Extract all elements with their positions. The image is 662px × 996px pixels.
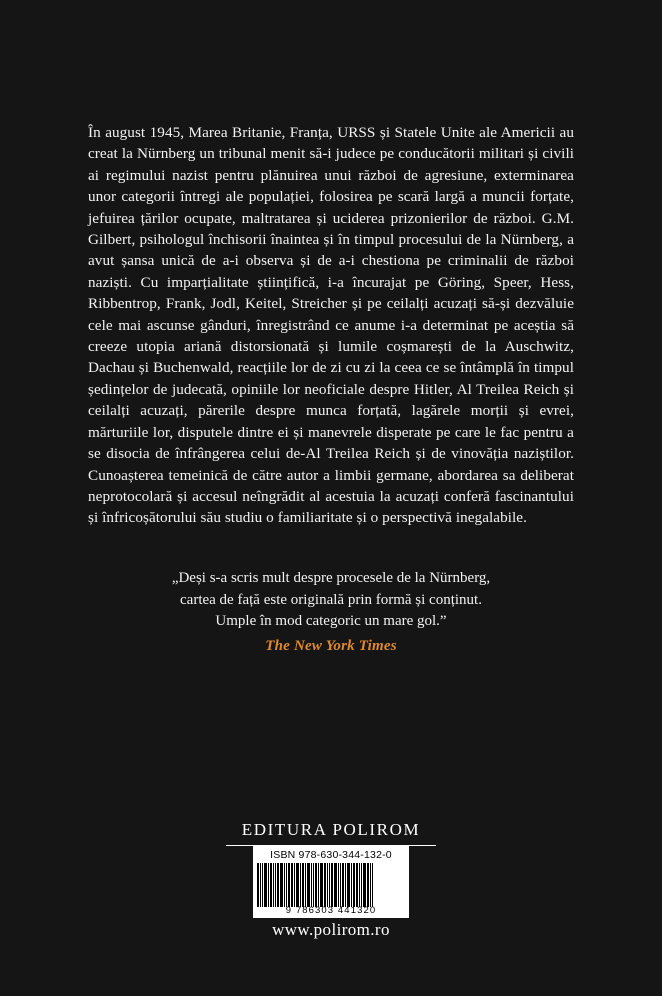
barcode-digits: 9 786303 441320 — [285, 905, 377, 916]
publisher-website[interactable]: www.polirom.ro — [272, 920, 390, 939]
isbn-barcode-block — [253, 845, 409, 918]
review-quote — [88, 568, 574, 655]
isbn-text: ISBN 978-630-344-132-0 — [270, 849, 392, 861]
quote-line-1: „Deși s-a scris mult despre procesele de la Nürnberg, — [171, 570, 491, 586]
quote-line-3: Umple în mod categoric un mare gol.” — [215, 613, 447, 629]
book-blurb — [88, 122, 574, 529]
quote-source: The New York Times — [265, 637, 397, 654]
barcode-bars — [257, 863, 405, 907]
publisher-name: EDITURA POLIROM — [241, 820, 421, 839]
publisher-block — [0, 820, 662, 846]
barcode-icon — [257, 863, 405, 915]
blurb-text: În august 1945, Marea Britanie, Franța, URSS și Statele Unite ale Americii au creat la Nürnberg un tribunal menit să-i judece pe conducătorii militari și civili ai regimului nazist pentru plănuirea unui război de agresiune, exterminarea unor categorii întregi ale populației, folosirea pe scară largă a muncii forțate, jefuirea țărilor ocupate, maltratarea și uciderea prizonierilor de război. G.M. Gilbert, psihologul închisorii înaintea și în timpul procesului de la Nürnberg, a avut șansa unică de a-i observa și de a-i chestiona pe criminalii de război naziști. Cu imparțialitate științifică, i-a încurajat pe Göring, Speer, Hess, Ribbentrop, Frank, Jodl, Keitel, Streicher și pe ceilalți acuzați să-și dezvăluie cele mai ascunse gânduri, înregistrând ce anume i-a determinat pe aceștia să creeze utopia ariană distorsionată și lumile coșmarești de la Auschwitz, Dachau și Buchenwald, reacțiile lor de zi cu zi la ceea ce se întâmplă în timpul ședințelor de judecată, opiniile lor neoficiale despre Hitler, Al Treilea Reich și ceilalți acuzați, părerile despre munca forțată, lagărele morții și evrei, mărturiile lor, disputele dintre ei și manevrele disperate pe care le fac pentru a se disocia de înfrângerea celui de-Al Treilea Reich și de vinovăția naziștilor. Cunoașterea temeinică de către autor a limbii germane, abordarea sa deliberat neprotocolară și accesul neîngrădit al acestuia la acuzați conferă fascinantului și înfricoșătorului său studiu o familiaritate și o perspectivă inegalabile. — [88, 124, 574, 527]
quote-line-2: cartea de față este originală prin formă și conținut. — [180, 591, 482, 608]
